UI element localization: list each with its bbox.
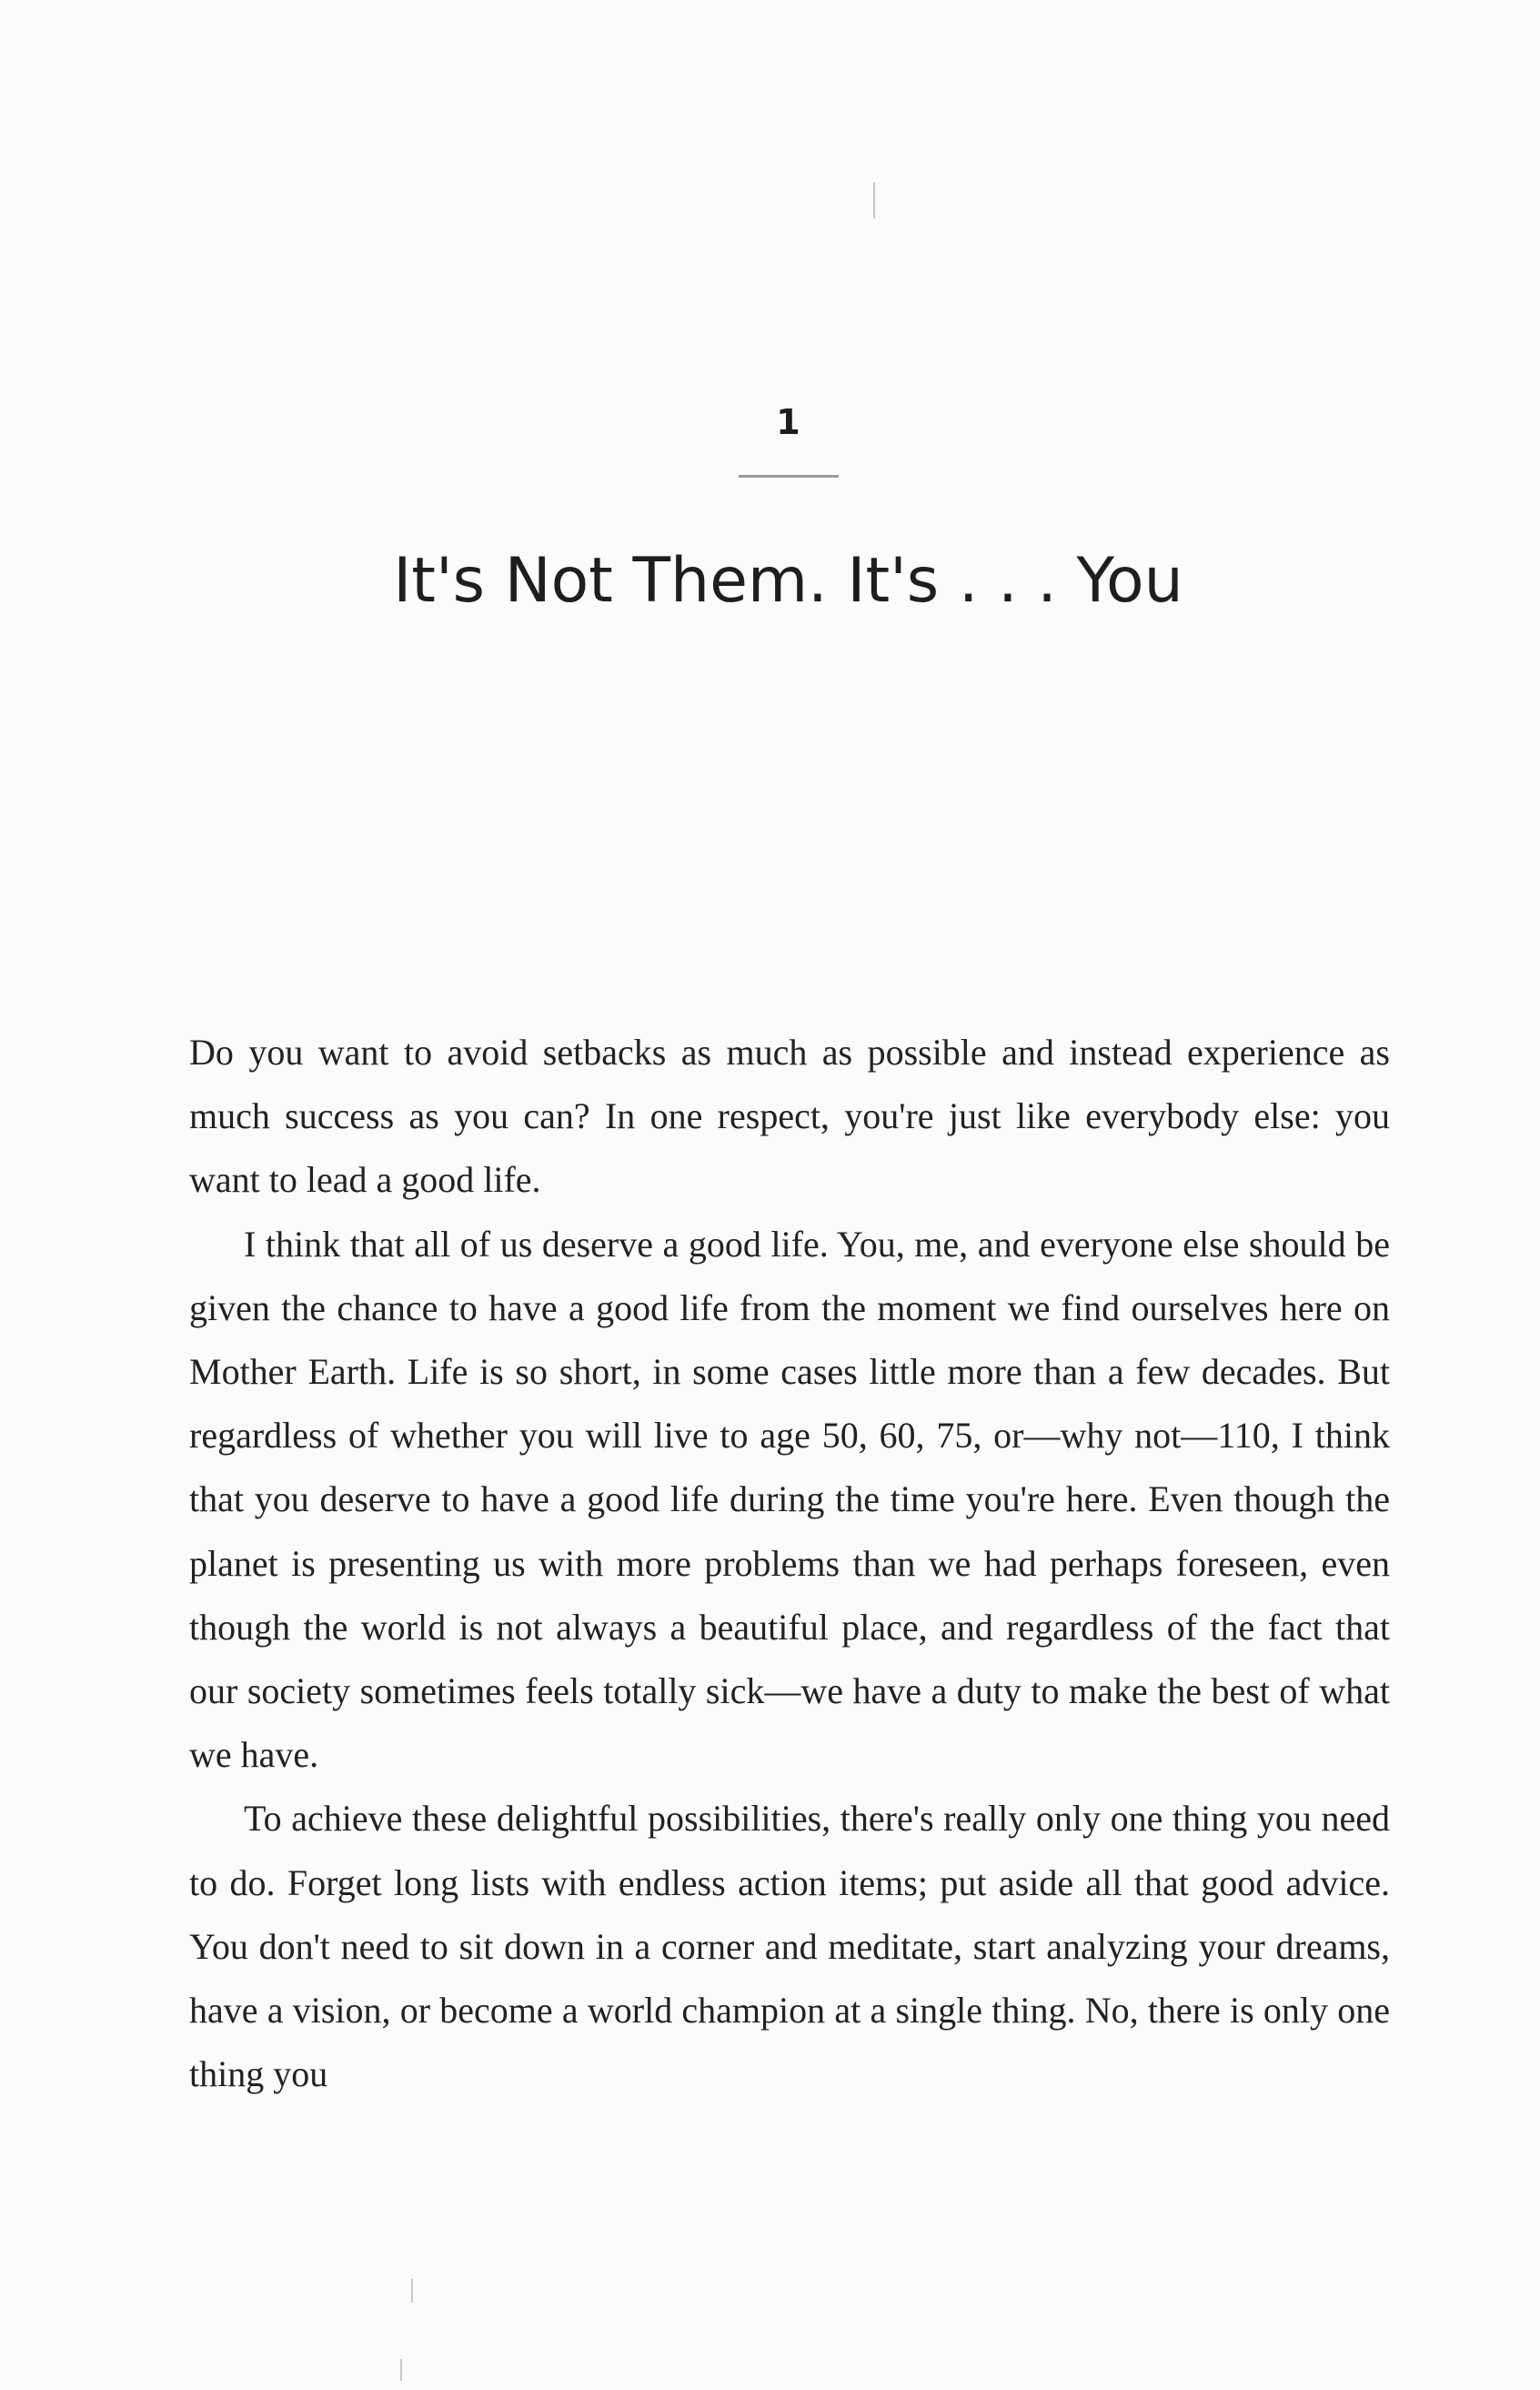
paragraph-1: Do you want to avoid setbacks as much as possible and instead experience as much success as you can? In one respect, you're just like everybody else: you want to lead a good life. [189, 1032, 1390, 1201]
paper-speck [400, 2359, 402, 2381]
chapter-title: It's Not Them. It's . . . You [393, 545, 1183, 617]
paragraph-2: I think that all of us deserve a good life. You, me, and everyone else should be given the chance to have a good life from the moment we find ourselves here on Mother Earth. Life is so short, in some cases little more than a few decades. But regardless of whether you will live to age 50, 60, 75, or—why not—110, I think that you deserve to have a good life during the time you're here. Even though the planet is presenting us with more problems than we had perhaps foreseen, even though the world is not always a beautiful place, and regardless of the fact that our society sometimes feels totally sick—we have a duty to make the best of what we have. [189, 1223, 1390, 1776]
paper-speck [411, 2279, 413, 2303]
chapter-number: 1 [776, 402, 800, 442]
chapter-rule [739, 475, 839, 478]
paragraph-3: To achieve these delightful possibilities, there's really only one thing you need to do. Forget long lists with endless action items; put aside all that good advice. You don't need to sit down in a corner and meditate, start analyzing your dreams, have a vision, or become a world champion at a single thing. No, there is only one thing you [189, 1798, 1390, 2095]
paper-speck [873, 182, 875, 218]
chapter-body [189, 1021, 1390, 2106]
